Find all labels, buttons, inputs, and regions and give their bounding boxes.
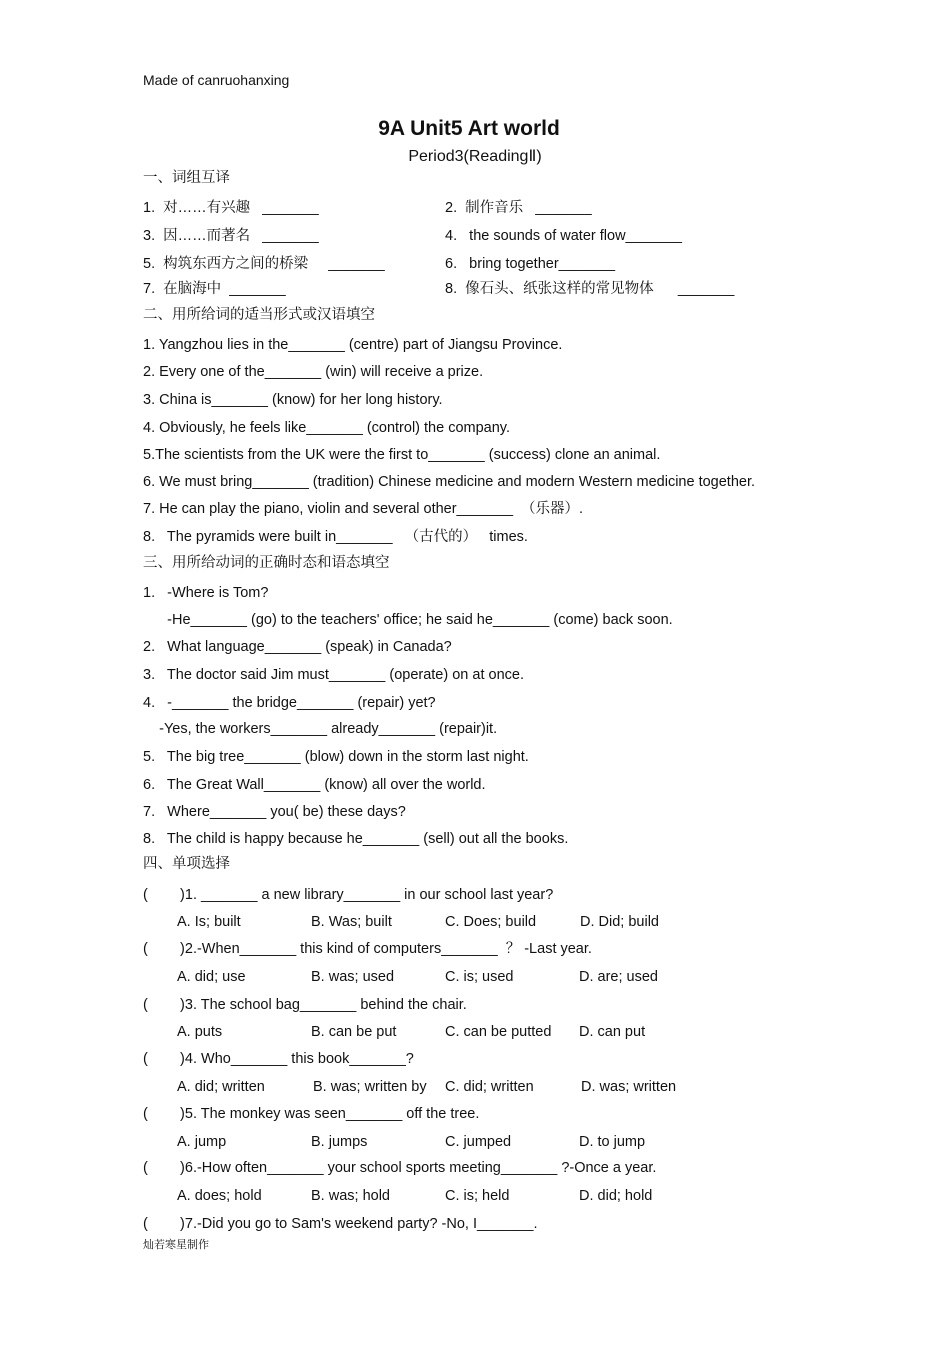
tense-item: 4. -_______ the bridge_______ (repair) yet? (143, 695, 436, 711)
phrase-item: 3. 因……而著名 _______ (143, 228, 319, 244)
fill-item: 3. China is_______ (know) for her long history. (143, 392, 443, 408)
mc-option: C. is; used (445, 969, 514, 985)
mc-question: ( )4. Who_______ this book_______? (143, 1051, 414, 1067)
mc-option: C. did; written (445, 1079, 534, 1095)
phrase-item: 7. 在脑海中 _______ (143, 281, 286, 297)
mc-option: A. did; use (177, 969, 246, 985)
tense-item: 1. -Where is Tom? (143, 585, 269, 601)
mc-option: A. jump (177, 1134, 227, 1150)
mc-option: D. are; used (579, 969, 658, 985)
fill-item: 7. He can play the piano, violin and several other_______ （乐器）. (143, 501, 584, 517)
mc-question: ( )6.-How often_______ your school sports meeting_______ ?-Once a year. (143, 1160, 657, 1176)
section-heading-3: 三、用所给动词的正确时态和语态填空 (143, 555, 390, 571)
page-title: 9A Unit5 Art world (378, 117, 560, 140)
tense-item: 7. Where_______ you( be) these days? (143, 804, 406, 820)
mc-option: D. Did; build (580, 914, 659, 930)
phrase-item: 5. 构筑东西方之间的桥梁 _______ (143, 256, 385, 272)
mc-option: D. to jump (579, 1134, 646, 1150)
fill-item: 5.The scientists from the UK were the first to_______ (success) clone an animal. (143, 447, 661, 463)
tense-item: 3. The doctor said Jim must_______ (operate) on at once. (143, 667, 524, 683)
mc-option: B. jumps (311, 1134, 368, 1150)
fill-item: 1. Yangzhou lies in the_______ (centre) part of Jiangsu Province. (143, 337, 563, 353)
phrase-item: 1. 对……有兴趣 _______ (143, 200, 319, 216)
fill-item: 8. The pyramids were built in_______ （古代的） times. (143, 529, 528, 545)
phrase-item: 6. bring together_______ (445, 256, 616, 272)
mc-option: D. did; hold (579, 1188, 653, 1204)
mc-question: ( )1. _______ a new library_______ in our school last year? (143, 887, 554, 903)
page-footer: 灿若寒星制作 (143, 1239, 209, 1251)
tense-item: -Yes, the workers_______ already_______ (repair)it. (143, 721, 498, 737)
mc-question: ( )3. The school bag_______ behind the chair. (143, 997, 467, 1013)
tense-item: 6. The Great Wall_______ (know) all over the world. (143, 777, 486, 793)
mc-option: D. was; written (581, 1079, 677, 1095)
mc-option: B. Was; built (311, 914, 392, 930)
tense-item: 5. The big tree_______ (blow) down in the storm last night. (143, 749, 529, 765)
mc-option: A. puts (177, 1024, 223, 1040)
tense-item: 2. What language_______ (speak) in Canada? (143, 639, 452, 655)
mc-option: A. Is; built (177, 914, 241, 930)
mc-option: B. was; written by (313, 1079, 427, 1095)
tense-item: -He_______ (go) to the teachers' office; he said he_______ (come) back soon. (143, 612, 673, 628)
section-heading-2: 二、用所给词的适当形式或汉语填空 (143, 307, 375, 323)
mc-option: C. is; held (445, 1188, 510, 1204)
mc-option: C. can be putted (445, 1024, 552, 1040)
mc-option: D. can put (579, 1024, 646, 1040)
section-heading-4: 四、单项选择 (143, 856, 230, 872)
mc-option: B. was; used (311, 969, 395, 985)
phrase-item: 8. 像石头、纸张这样的常见物体 _______ (445, 281, 735, 297)
mc-option: A. does; hold (177, 1188, 262, 1204)
page-subtitle: Period3(ReadingⅡ) (408, 148, 542, 165)
mc-option: B. can be put (311, 1024, 397, 1040)
mc-option: B. was; hold (311, 1188, 390, 1204)
mc-option: C. jumped (445, 1134, 512, 1150)
section-heading-1: 一、词组互译 (143, 170, 230, 186)
page-header: Made of canruohanxing (143, 72, 290, 88)
fill-item: 4. Obviously, he feels like_______ (control) the company. (143, 420, 510, 436)
fill-item: 2. Every one of the_______ (win) will receive a prize. (143, 364, 484, 380)
phrase-item: 4. the sounds of water flow_______ (445, 228, 682, 244)
mc-question: ( )2.-When_______ this kind of computers_______ ？ -Last year. (143, 941, 592, 957)
tense-item: 8. The child is happy because he_______ (sell) out all the books. (143, 831, 569, 847)
mc-question: ( )5. The monkey was seen_______ off the tree. (143, 1106, 480, 1122)
mc-question: ( )7.-Did you go to Sam's weekend party? -No, I_______. (143, 1216, 538, 1232)
fill-item: 6. We must bring_______ (tradition) Chinese medicine and modern Western medicine together. (143, 474, 756, 490)
mc-option: C. Does; build (445, 914, 537, 930)
phrase-item: 2. 制作音乐 _______ (445, 200, 592, 216)
mc-option: A. did; written (177, 1079, 265, 1095)
